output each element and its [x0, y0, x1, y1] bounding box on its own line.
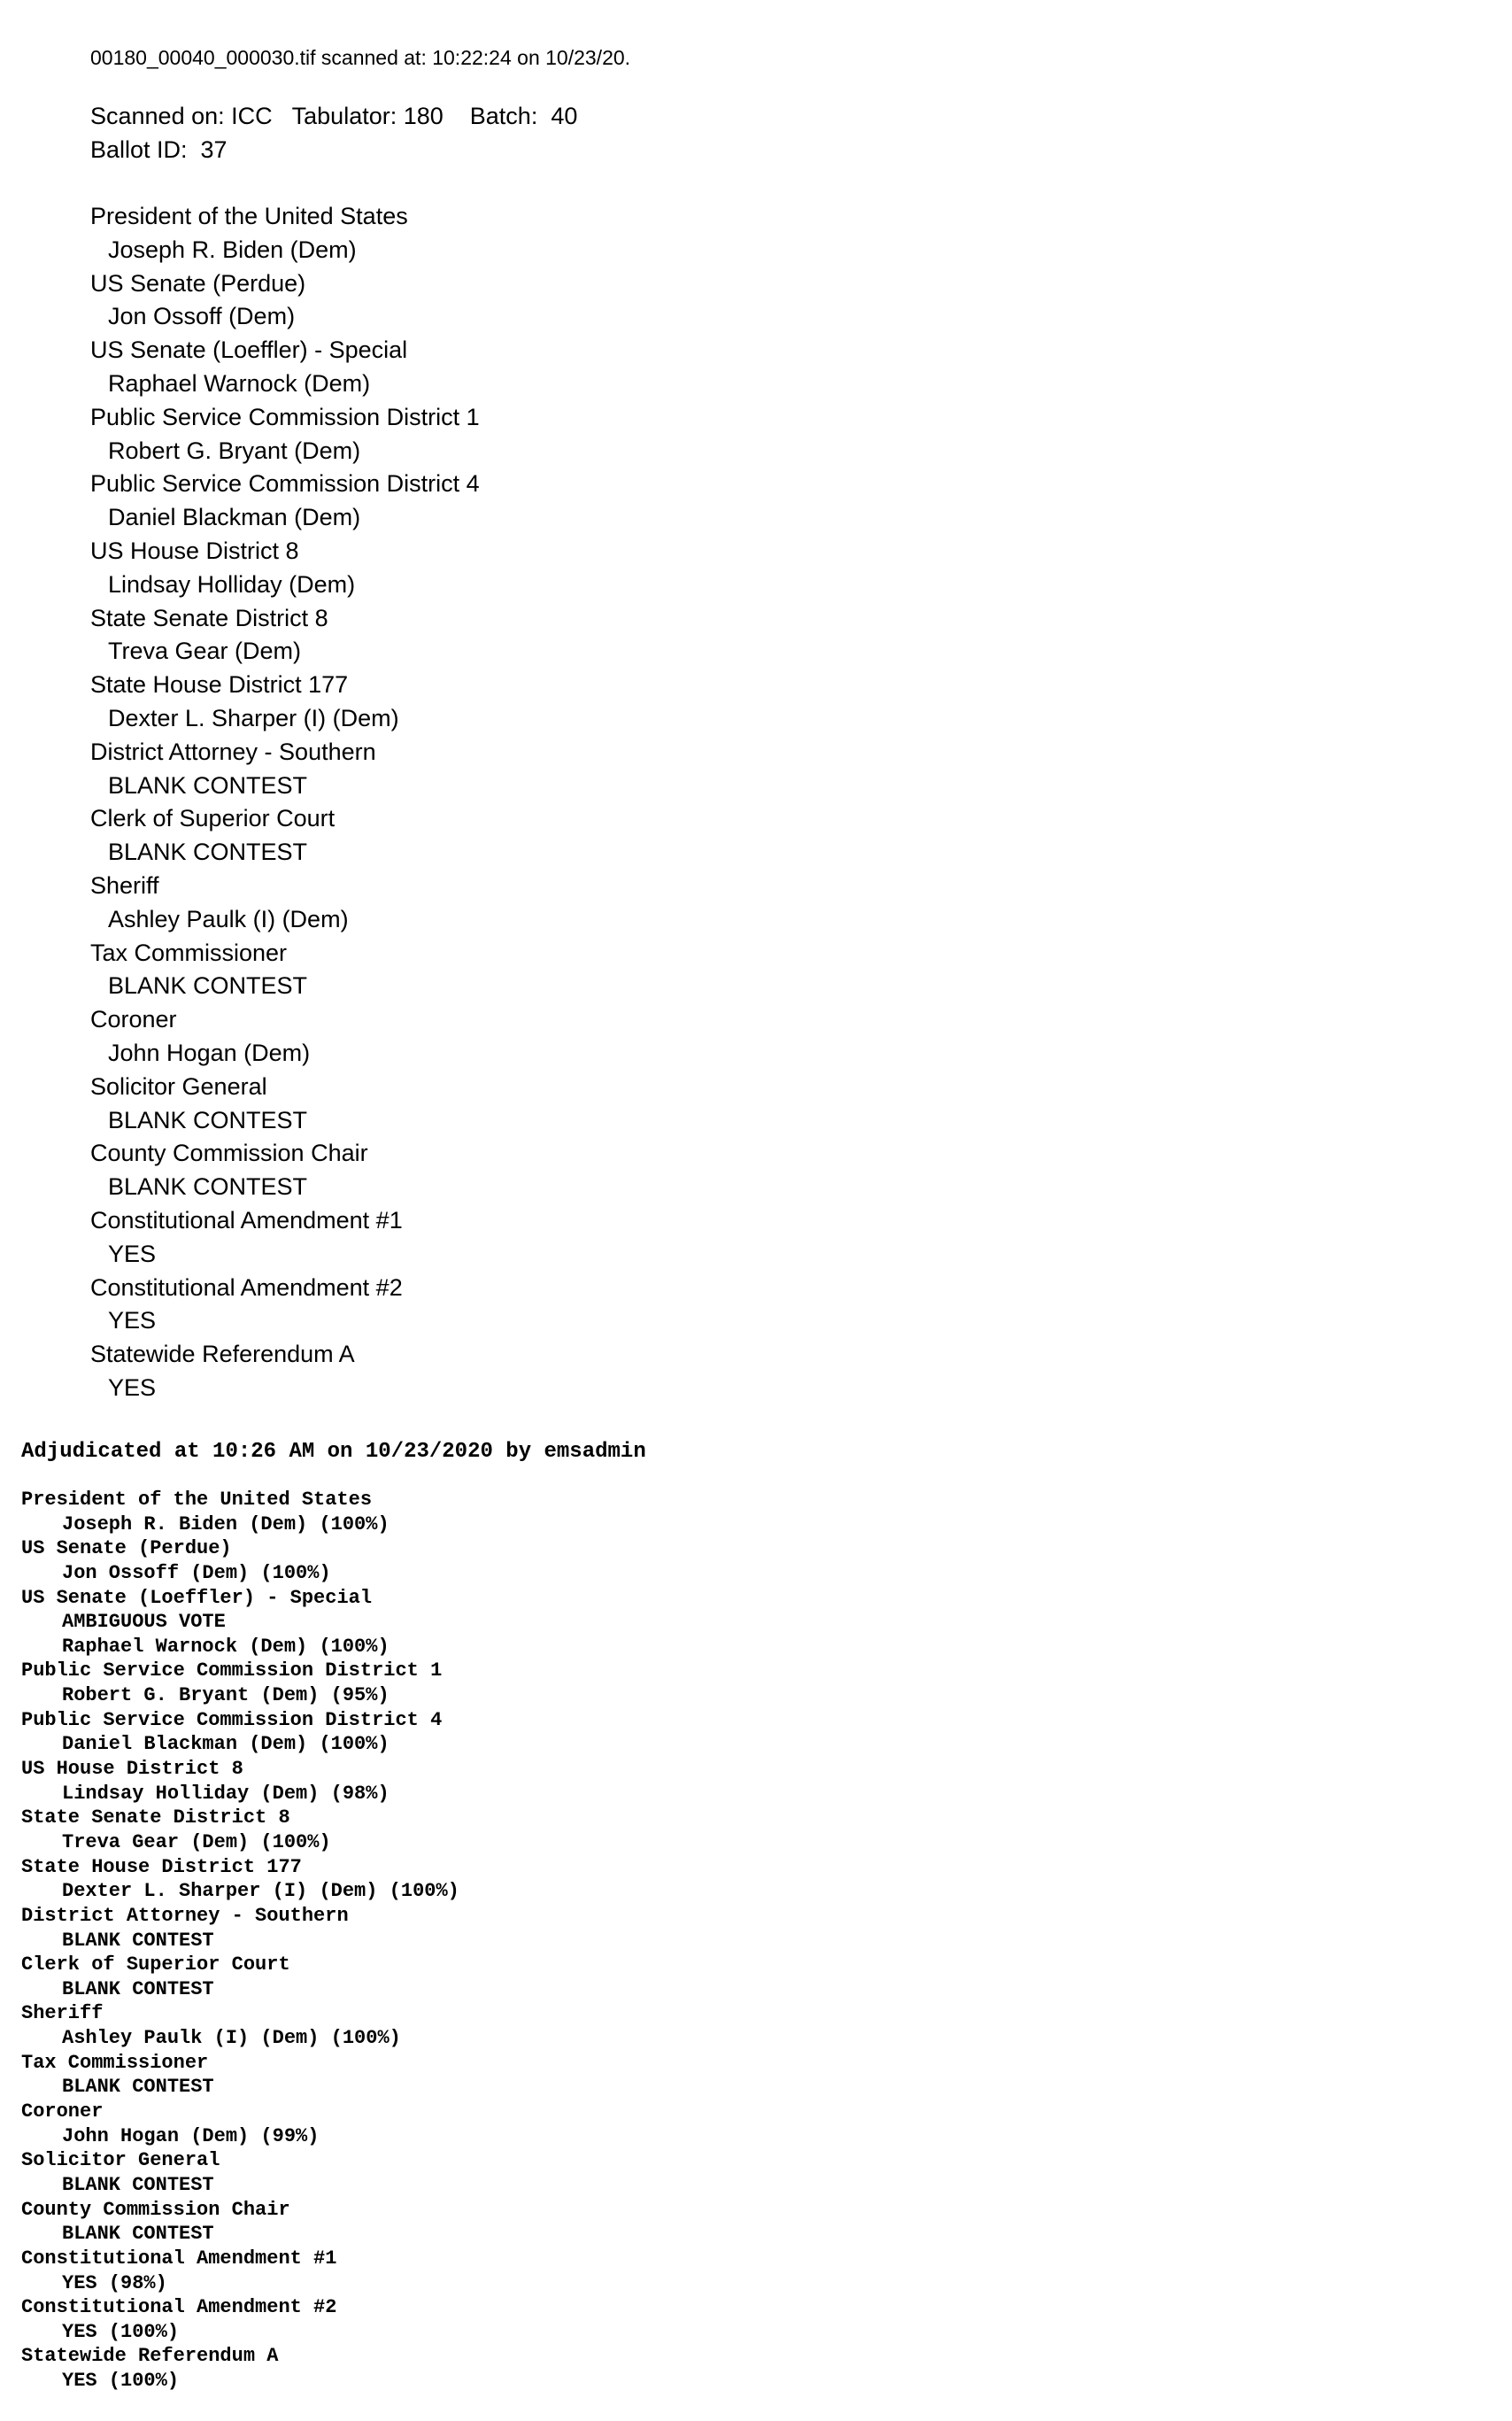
contest-selection: Robert G. Bryant (Dem): [108, 437, 361, 464]
contest-selection: Robert G. Bryant (Dem) (95%): [62, 1684, 390, 1707]
contest-title: County Commission Chair: [21, 2198, 290, 2221]
scan-meta-tabulator-batch: Scanned on: ICC Tabulator: 180 Batch: 40: [90, 103, 578, 129]
contest-selection: Treva Gear (Dem): [108, 638, 302, 665]
contest-selection: Treva Gear (Dem) (100%): [62, 1830, 331, 1853]
adjudication-contest-list: [21, 1488, 459, 2394]
contest-title: Constitutional Amendment #2: [21, 2296, 337, 2319]
contest-selection: BLANK CONTEST: [62, 1977, 214, 2000]
contest-title: Clerk of Superior Court: [90, 805, 336, 832]
contest-selection: Lindsay Holliday (Dem) (98%): [62, 1782, 390, 1805]
contest-selection: Raphael Warnock (Dem): [108, 369, 371, 397]
contest-title: Public Service Commission District 1: [21, 1659, 443, 1682]
contest-title: US Senate (Loeffler) - Special: [21, 1586, 373, 1609]
contest-selection: Raphael Warnock (Dem) (100%): [62, 1635, 390, 1658]
contest-title: Solicitor General: [90, 1072, 267, 1100]
contest-title: President of the United States: [21, 1489, 373, 1511]
contest-title: Constitutional Amendment #1: [21, 2247, 337, 2270]
contest-selection: Lindsay Holliday (Dem): [108, 570, 356, 598]
contest-selection: Daniel Blackman (Dem) (100%): [62, 1733, 390, 1756]
contest-title: District Attorney - Southern: [21, 1904, 349, 1927]
contest-selection: BLANK CONTEST: [108, 839, 308, 866]
contest-title: State House District 177: [90, 671, 349, 699]
contest-selection: YES: [108, 1373, 157, 1401]
contest-selection: Ashley Paulk (I) (Dem) (100%): [62, 2027, 401, 2050]
contest-title: State Senate District 8: [90, 604, 328, 631]
contest-selection: AMBIGUOUS VOTE: [62, 1611, 226, 1634]
contest-title: US House District 8: [21, 1758, 243, 1781]
contest-selection: Jon Ossoff (Dem) (100%): [62, 1561, 331, 1584]
contest-selection: YES (100%): [62, 2370, 180, 2393]
contest-title: Solicitor General: [21, 2149, 220, 2172]
contest-selection: BLANK CONTEST: [62, 2223, 214, 2246]
contest-title: Sheriff: [90, 871, 159, 899]
contest-selection: BLANK CONTEST: [62, 2173, 214, 2196]
contest-title: US Senate (Perdue): [21, 1537, 232, 1560]
contest-selection: BLANK CONTEST: [108, 771, 308, 799]
contest-selection: Ashley Paulk (I) (Dem): [108, 905, 349, 932]
contest-selection: Daniel Blackman (Dem): [108, 504, 361, 531]
contest-title: President of the United States: [90, 203, 408, 229]
contest-title: Coroner: [90, 1006, 177, 1033]
contest-title: Public Service Commission District 4: [90, 470, 480, 498]
contest-selection: Dexter L. Sharper (I) (Dem) (100%): [62, 1880, 459, 1903]
contest-title: Constitutional Amendment #2: [90, 1273, 403, 1301]
contest-selection: BLANK CONTEST: [62, 2076, 214, 2099]
adjudication-header: Adjudicated at 10:26 AM on 10/23/2020 by emsadmin: [21, 1440, 646, 1464]
contest-title: Public Service Commission District 4: [21, 1708, 443, 1731]
contest-title: US Senate (Loeffler) - Special: [90, 336, 408, 364]
contest-selection: Joseph R. Biden (Dem): [108, 236, 357, 263]
contest-selection: YES (100%): [62, 2320, 180, 2343]
contest-selection: Dexter L. Sharper (I) (Dem): [108, 704, 399, 731]
contest-selection: BLANK CONTEST: [108, 972, 308, 1000]
contest-title: Public Service Commission District 1: [90, 403, 480, 430]
contest-title: District Attorney - Southern: [90, 738, 376, 765]
contest-title: Sheriff: [21, 2002, 104, 2025]
contest-selection: Joseph R. Biden (Dem) (100%): [62, 1512, 390, 1535]
ballot-contest-list: [90, 200, 480, 1405]
contest-selection: YES: [108, 1307, 157, 1334]
contest-title: Tax Commissioner: [21, 2051, 209, 2074]
contest-selection: Jon Ossoff (Dem): [108, 303, 296, 330]
contest-selection: BLANK CONTEST: [108, 1106, 308, 1133]
contest-title: County Commission Chair: [90, 1140, 368, 1167]
scan-meta-ballot-id: Ballot ID: 37: [90, 136, 228, 163]
contest-title: Statewide Referendum A: [90, 1341, 355, 1368]
contest-title: US House District 8: [90, 537, 299, 564]
scan-file-header: 00180_00040_000030.tif scanned at: 10:22:24 on 10/23/20.: [90, 46, 631, 69]
contest-title: Constitutional Amendment #1: [90, 1206, 403, 1234]
contest-title: Clerk of Superior Court: [21, 1953, 290, 1976]
contest-title: State House District 177: [21, 1855, 302, 1878]
contest-selection: BLANK CONTEST: [62, 1929, 214, 1952]
contest-selection: YES: [108, 1240, 157, 1267]
contest-selection: John Hogan (Dem) (99%): [62, 2124, 320, 2147]
contest-title: Coroner: [21, 2100, 104, 2123]
contest-title: State Senate District 8: [21, 1806, 290, 1829]
contest-title: US Senate (Perdue): [90, 269, 306, 297]
contest-selection: YES (98%): [62, 2271, 167, 2294]
contest-title: Statewide Referendum A: [21, 2345, 279, 2368]
contest-selection: BLANK CONTEST: [108, 1173, 308, 1201]
contest-selection: John Hogan (Dem): [108, 1039, 311, 1066]
contest-title: Tax Commissioner: [90, 939, 288, 966]
